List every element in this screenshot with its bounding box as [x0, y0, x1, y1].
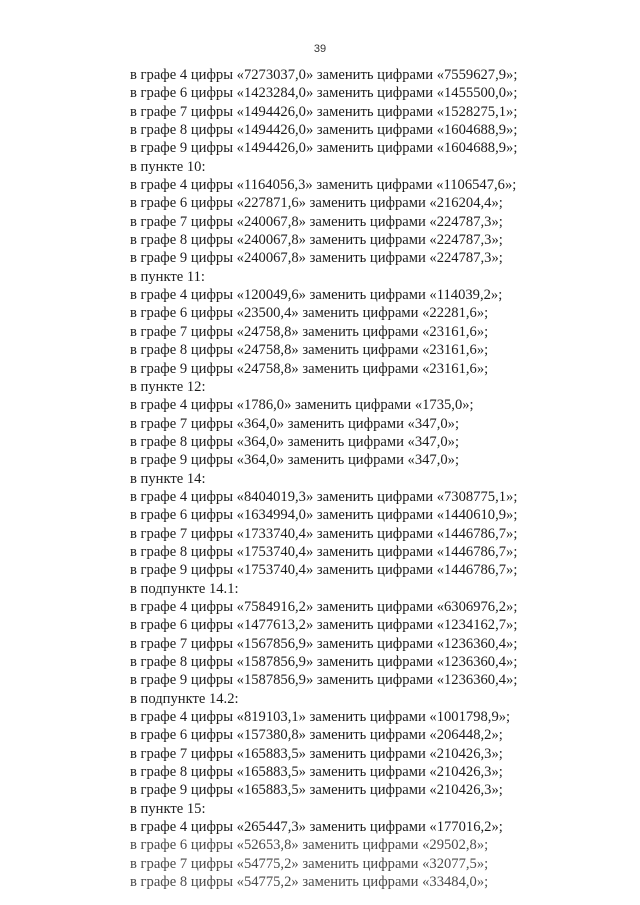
document-line: в графе 7 цифры «24758,8» заменить цифрами «23161,6»; — [130, 323, 489, 340]
document-line: в графе 4 цифры «7273037,0» заменить цифрами «7559627,9»; — [130, 67, 518, 83]
document-line: в графе 7 цифры «364,0» заменить цифрами «347,0»; — [130, 415, 460, 432]
document-line: в графе 9 цифры «1494426,0» заменить цифрами «1604688,9»; — [130, 140, 518, 157]
document-body — [130, 66, 630, 891]
document-line: в графе 6 цифры «1423284,0» заменить цифрами «1455500,0»; — [130, 85, 518, 102]
document-line: в пункте 10: — [130, 158, 206, 175]
document-line: в графе 9 цифры «165883,5» заменить цифрами «210426,3»; — [130, 782, 503, 799]
document-line: в графе 6 цифры «157380,8» заменить цифрами «206448,2»; — [130, 727, 503, 744]
document-line: в графе 8 цифры «165883,5» заменить цифрами «210426,3»; — [130, 764, 503, 781]
document-line: в графе 4 цифры «1786,0» заменить цифрами «1735,0»; — [130, 397, 474, 414]
document-line: в графе 6 цифры «1634994,0» заменить цифрами «1440610,9»; — [130, 507, 518, 524]
document-line: в графе 9 цифры «364,0» заменить цифрами «347,0»; — [130, 452, 460, 469]
document-line: в графе 7 цифры «1494426,0» заменить цифрами «1528275,1»; — [130, 103, 518, 120]
document-line: в графе 7 цифры «54775,2» заменить цифрами «32077,5»; — [130, 855, 489, 872]
document-line: в графе 4 цифры «819103,1» заменить цифрами «1001798,9»; — [130, 709, 511, 726]
document-line: в графе 7 цифры «1567856,9» заменить цифрами «1236360,4»; — [130, 635, 518, 652]
document-line: в графе 6 цифры «1477613,2» заменить цифрами «1234162,7»; — [130, 617, 518, 634]
document-line: в пункте 14: — [130, 470, 206, 487]
document-line: в графе 8 цифры «240067,8» заменить цифрами «224787,3»; — [130, 232, 503, 249]
document-line: в графе 9 цифры «1587856,9» заменить цифрами «1236360,4»; — [130, 672, 518, 689]
document-line: в пункте 15: — [130, 800, 206, 817]
document-line: в графе 8 цифры «1587856,9» заменить цифрами «1236360,4»; — [130, 654, 518, 670]
document-line: в графе 8 цифры «364,0» заменить цифрами «347,0»; — [130, 433, 460, 450]
document-line: в графе 8 цифры «1494426,0» заменить цифрами «1604688,9»; — [130, 122, 518, 139]
document-line: в графе 4 цифры «8404019,3» заменить цифрами «7308775,1»; — [130, 488, 518, 505]
document-line: в графе 6 цифры «52653,8» заменить цифрами «29502,8»; — [130, 837, 489, 854]
document-line: в пункте 11: — [130, 268, 205, 285]
document-line: в графе 8 цифры «24758,8» заменить цифрами «23161,6»; — [130, 342, 489, 359]
document-line: в пункте 12: — [130, 378, 206, 395]
document-line: в графе 6 цифры «227871,6» заменить цифрами «216204,4»; — [130, 195, 503, 212]
document-line: в графе 4 цифры «1164056,3» заменить цифрами «1106547,6»; — [130, 177, 517, 194]
document-line: в графе 7 цифры «1733740,4» заменить цифрами «1446786,7»; — [130, 525, 518, 542]
page-number: 39 — [313, 43, 327, 55]
document-line: в графе 4 цифры «265447,3» заменить цифрами «177016,2»; — [130, 819, 503, 836]
document-line: в графе 7 цифры «165883,5» заменить цифрами «210426,3»; — [130, 745, 503, 762]
document-line: в подпункте 14.1: — [130, 580, 239, 597]
document-line: в подпункте 14.2: — [130, 690, 239, 707]
document-line: в графе 9 цифры «24758,8» заменить цифрами «23161,6»; — [130, 360, 489, 377]
document-line: в графе 6 цифры «23500,4» заменить цифрами «22281,6»; — [130, 305, 489, 322]
document-line: в графе 8 цифры «54775,2» заменить цифрами «33484,0»; — [130, 874, 489, 891]
document-line: в графе 4 цифры «120049,6» заменить цифрами «114039,2»; — [130, 287, 503, 304]
document-line: в графе 9 цифры «1753740,4» заменить цифрами «1446786,7»; — [130, 562, 518, 579]
document-line: в графе 9 цифры «240067,8» заменить цифрами «224787,3»; — [130, 250, 503, 267]
document-line: в графе 8 цифры «1753740,4» заменить цифрами «1446786,7»; — [130, 543, 518, 560]
document-line: в графе 4 цифры «7584916,2» заменить цифрами «6306976,2»; — [130, 598, 518, 615]
document-line: в графе 7 цифры «240067,8» заменить цифрами «224787,3»; — [130, 213, 503, 230]
